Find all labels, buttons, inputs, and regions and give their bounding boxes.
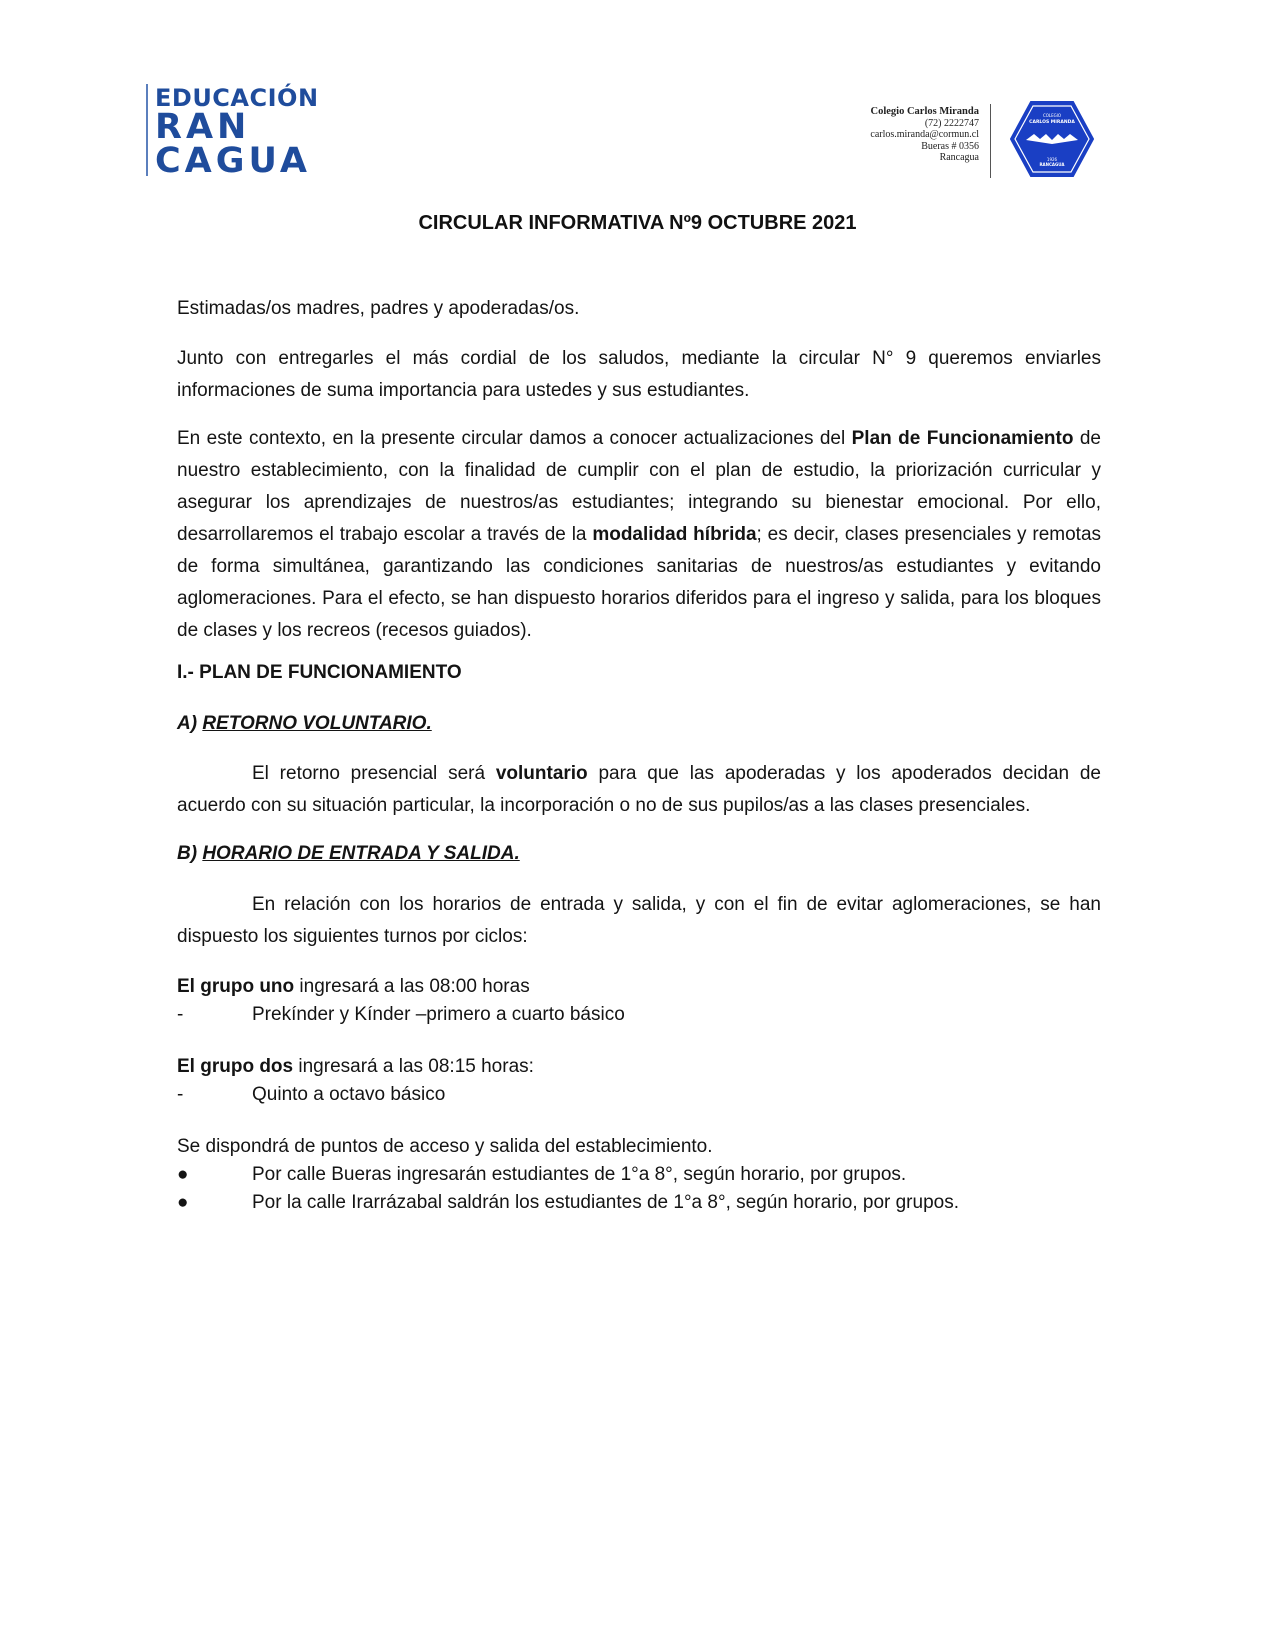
group-two-text: ingresará a las 08:15 horas:: [293, 1056, 534, 1077]
section-a-text-1: El retorno presencial será: [252, 763, 496, 784]
logo-divider: [146, 84, 148, 176]
header-divider: [990, 104, 991, 178]
group-one-text: ingresará a las 08:00 horas: [294, 976, 530, 997]
educacion-rancagua-logo: [146, 84, 346, 181]
school-address: Bueras # 0356: [921, 140, 979, 152]
section-a-bold: voluntario: [495, 763, 588, 784]
dash-marker: -: [177, 1004, 184, 1025]
school-contact-block: [870, 106, 979, 164]
greeting: Estimadas/os madres, padres y apoderadas/os.: [177, 298, 580, 319]
context-text-3: ; es decir, clases presenciales y remotas de forma simultánea, garantizando las condiciones sanitarias de nuestros/as estudiantes y evitando aglomeraciones. Para el efecto, se han dispuesto horarios diferidos para el ingreso y salida, para los bloques de clases y los recreos (recesos guiados).: [177, 524, 1102, 641]
school-name: Colegio Carlos Miranda: [870, 106, 979, 117]
school-emblem-icon: [1010, 100, 1094, 178]
dash-marker: -: [177, 1084, 184, 1105]
emblem-name-text: CARLOS MIRANDA: [1029, 120, 1075, 125]
access-item-text: Por calle Bueras ingresarán estudiantes de 1°a 8°, según horario, por grupos.: [252, 1164, 907, 1185]
group-one-item-text: Prekínder y Kínder –primero a cuarto básico: [252, 1004, 625, 1025]
school-city: Rancagua: [939, 152, 979, 163]
logo-line-3: CAGUA: [155, 141, 311, 181]
context-paragraph: [177, 423, 1101, 647]
bullet-marker: ●: [177, 1164, 189, 1185]
group-two-line: [177, 1053, 1101, 1081]
emblem-year-text: 1926: [1046, 157, 1058, 162]
section-b-title: HORARIO DE ENTRADA Y SALIDA.: [202, 843, 520, 864]
school-phone: (72) 2222747: [924, 117, 979, 129]
bullet-marker: ●: [177, 1192, 189, 1213]
emblem-city-text: RANCAGUA: [1039, 162, 1065, 167]
document-title: CIRCULAR INFORMATIVA Nº9 OCTUBRE 2021: [418, 212, 857, 234]
section-b-prefix: B): [177, 843, 203, 864]
access-item-text: Por la calle Irarrázabal saldrán los estudiantes de 1°a 8°, según horario, por grupos.: [252, 1192, 959, 1213]
access-intro: Se dispondrá de puntos de acceso y salida del establecimiento.: [177, 1136, 713, 1157]
group-one-bold: El grupo uno: [177, 976, 295, 997]
section-a-text-2: para que las apoderadas y los apoderados decidan de acuerdo con su situación particular, la incorporación o no de sus pupilos/as a las clases presenciales.: [177, 763, 1101, 816]
context-bold-modalidad: modalidad híbrida: [592, 524, 757, 545]
intro-paragraph: Junto con entregarles el más cordial de los saludos, mediante la circular N° 9 queremos enviarles informaciones de suma importancia para ustedes y sus estudiantes.: [177, 348, 1101, 401]
group-two-bold: El grupo dos: [177, 1056, 294, 1077]
emblem-top-text: COLEGIO: [1042, 113, 1062, 118]
section-a-heading: [177, 708, 1101, 740]
logo-line-2: RAN: [155, 107, 251, 147]
logo-line-1: EDUCACIÓN: [155, 84, 319, 112]
school-email: carlos.miranda@cormun.cl: [870, 129, 979, 140]
section-a-paragraph: [177, 758, 1101, 822]
group-two-item-text: Quinto a octavo básico: [252, 1084, 446, 1105]
context-bold-plan: Plan de Funcionamiento: [851, 428, 1074, 449]
section-heading-plan: I.- PLAN DE FUNCIONAMIENTO: [177, 662, 462, 683]
group-one-line: [177, 973, 1101, 1001]
context-text-1: En este contexto, en la presente circular damos a conocer actualizaciones del: [177, 428, 852, 449]
section-b-paragraph: En relación con los horarios de entrada y salida, y con el fin de evitar aglomeraciones, se han dispuesto los siguientes turnos por ciclos:: [177, 894, 1101, 947]
section-a-prefix: A): [177, 713, 203, 734]
section-a-title: RETORNO VOLUNTARIO.: [202, 713, 432, 734]
context-text-2: de nuestro establecimiento, con la finalidad de cumplir con el plan de estudio, la priorización curricular y asegurar los aprendizajes de nuestros/as estudiantes; integrando su bienestar emocional. Por ello, desarrollaremos el trabajo escolar a través de la: [177, 428, 1101, 545]
section-b-heading: [177, 838, 1101, 870]
